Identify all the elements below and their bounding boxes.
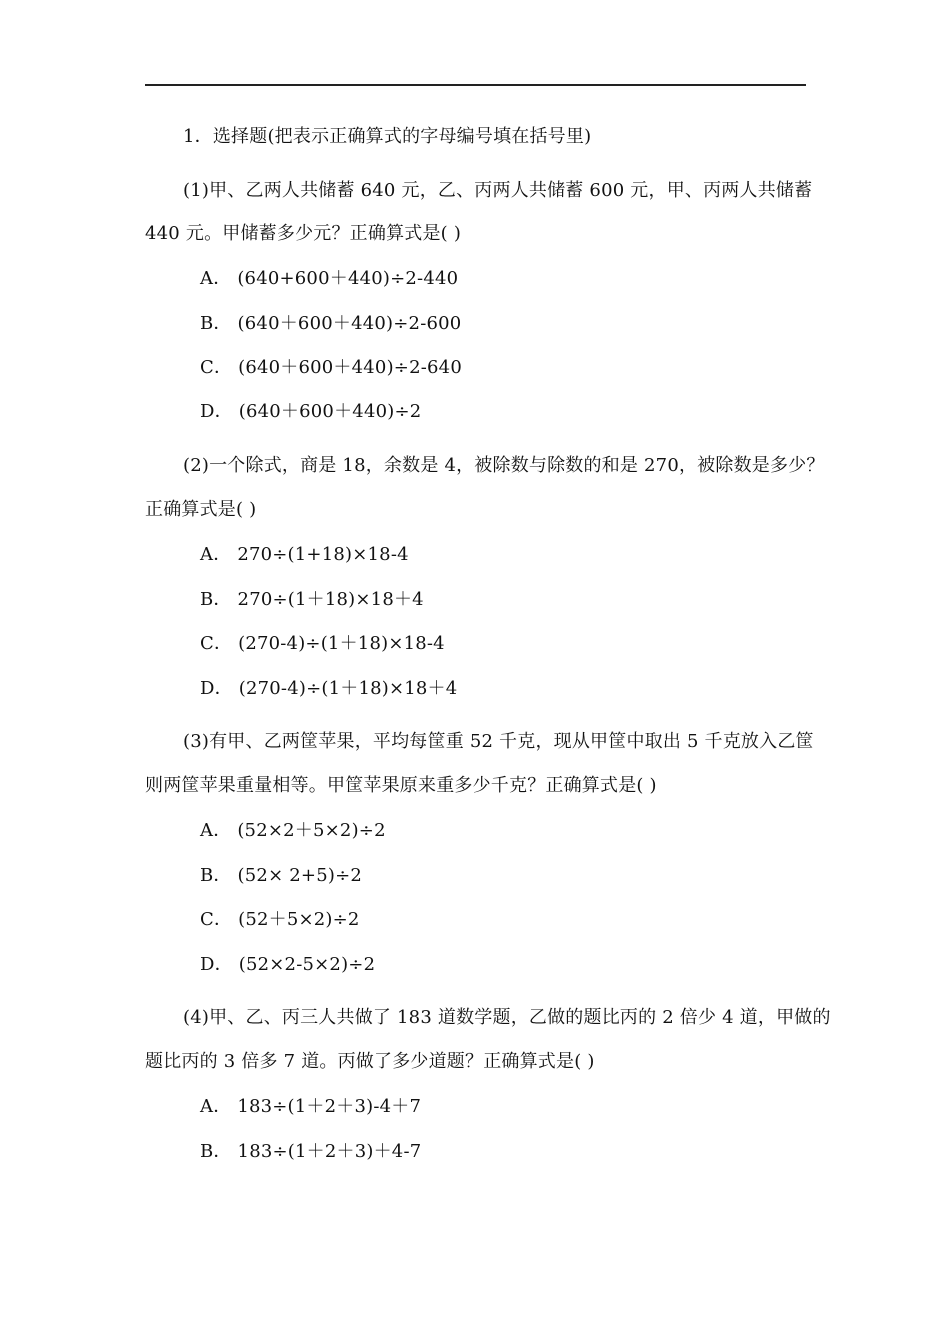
question-3-option-b: B． (52× 2+5)÷2 [200,865,363,886]
question-3-option-c: C． (52＋5×2)÷2 [200,909,360,930]
question-1-option-b: B． (640＋600＋440)÷2-600 [200,313,462,334]
question-2-option-b: B． 270÷(1＋18)×18＋4 [200,589,424,610]
question-4-line-2: 题比丙的 3 倍多 7 道。丙做了多少道题？正确算式是( ) [145,1051,595,1072]
header-rule [145,84,806,86]
question-2-line-1: (2)一个除式，商是 18，余数是 4，被除数与除数的和是 270，被除数是多少？ [183,455,825,476]
question-1-option-c: C． (640＋600＋440)÷2-640 [200,357,462,378]
question-4-option-b: B． 183÷(1＋2＋3)＋4-7 [200,1141,422,1162]
question-2-line-2: 正确算式是( ) [145,499,257,520]
question-1-line-2: 440 元。甲储蓄多少元？正确算式是( ) [145,223,462,244]
question-2-option-c: C． (270-4)÷(1＋18)×18-4 [200,633,445,654]
section-title: 1．选择题(把表示正确算式的字母编号填在括号里) [183,126,592,147]
question-3-option-d: D． (52×2-5×2)÷2 [200,954,376,975]
question-3-line-2: 则两筐苹果重量相等。甲筐苹果原来重多少千克？正确算式是( ) [145,775,657,796]
question-1-line-1: (1)甲、乙两人共储蓄 640 元，乙、丙两人共储蓄 600 元，甲、丙两人共储蓄 [183,180,813,201]
question-1-option-a: A． (640+600＋440)÷2-440 [200,268,459,289]
question-4-option-a: A． 183÷(1＋2＋3)-4＋7 [200,1096,422,1117]
question-2-option-d: D． (270-4)÷(1＋18)×18＋4 [200,678,458,699]
question-3-option-a: A． (52×2＋5×2)÷2 [200,820,386,841]
question-1-option-d: D． (640＋600＋440)÷2 [200,401,422,422]
question-2-option-a: A． 270÷(1+18)×18-4 [200,544,409,565]
question-3-line-1: (3)有甲、乙两筐苹果，平均每筐重 52 千克，现从甲筐中取出 5 千克放入乙筐 [183,731,814,752]
question-4-line-1: (4)甲、乙、丙三人共做了 183 道数学题，乙做的题比丙的 2 倍少 4 道，甲做的 [183,1007,831,1028]
